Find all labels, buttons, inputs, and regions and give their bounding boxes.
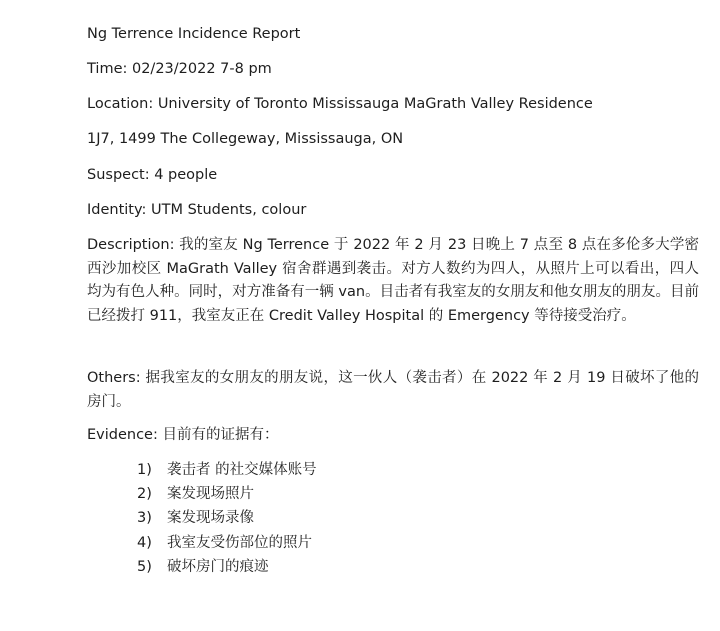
evidence-item-text: 案发现场录像 xyxy=(167,510,254,527)
evidence-item-text: 我室友受伤部位的照片 xyxy=(167,534,312,551)
report-title: Ng Terrence Incidence Report xyxy=(87,26,301,42)
evidence-item xyxy=(137,531,317,555)
evidence-item-text: 袭击者 的社交媒体账号 xyxy=(167,462,317,478)
evidence-item-number: 5) xyxy=(137,558,152,575)
evidence-item-number: 1) xyxy=(137,462,152,478)
location-line: Location: University of Toronto Mississauga MaGrath Valley Residence xyxy=(87,96,593,112)
evidence-heading: Evidence: 目前有的证据有： xyxy=(87,427,279,443)
others-paragraph: Others: 据我室友的女朋友的朋友说，这一伙人（袭击者）在 2022 年 2 月 19 日破坏了他的房门。 xyxy=(87,370,699,410)
evidence-item xyxy=(137,482,317,506)
evidence-item-number: 4) xyxy=(137,534,152,551)
address-line: 1J7, 1499 The Collegeway, Mississauga, ON xyxy=(87,131,404,147)
evidence-item-number: 3) xyxy=(137,510,152,527)
evidence-item xyxy=(137,458,317,482)
evidence-item xyxy=(137,506,317,530)
evidence-item-text: 案发现场照片 xyxy=(167,486,254,503)
description-paragraph: Description: 我的室友 Ng Terrence 于 2022 年 2 月 23 日晚上 7 点至 8 点在多伦多大学密西沙加校区 MaGrath Valley 宿舍群遇到袭击。对方人数约为四人，从照片上可以看出，四人均为有色人种。同时，对方准备有一辆 van。目击者有我室友的女朋友和他女朋友的朋友。目前已经拨打 911，我室友正在 Credit Valley Hospital 的 Emergency 等待接受治疗。 xyxy=(87,237,699,324)
evidence-item-text: 破坏房门的痕迹 xyxy=(167,558,269,575)
evidence-item xyxy=(137,555,317,579)
identity-line: Identity: UTM Students, colour xyxy=(87,202,307,218)
evidence-item-number: 2) xyxy=(137,486,152,503)
suspect-line: Suspect: 4 people xyxy=(87,167,218,183)
evidence-list xyxy=(137,458,317,579)
time-line: Time: 02/23/2022 7-8 pm xyxy=(87,61,272,77)
